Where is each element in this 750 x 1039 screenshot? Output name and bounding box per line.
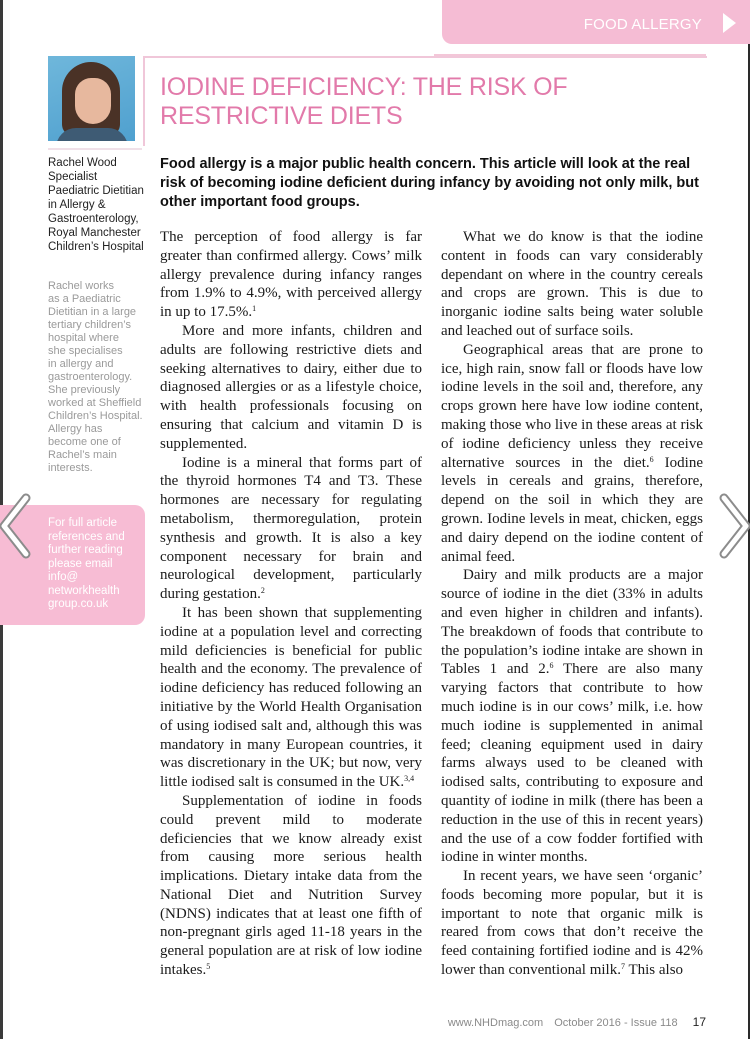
author-role-line: in Allergy & [48,199,106,211]
bio-line: in allergy and [48,358,114,370]
paragraph: More and more infants, children and adults are following restrictive diets and seeking alternatives to dairy, either due to diagnosed allergies or as a lifestyle choice, with health professionals focusing on ensuring that calcium and vitamin D is supplemented. [160,322,422,452]
paragraph: Geographical areas that are prone to ice, high rain, snow fall or floods have low iodine levels in the soil and, therefore, any crops grown here have low iodine content, making those who live in these areas at risk of iodine deficiency unless they receive alternative sources in the diet.$^6$ Iodine levels in cereals and grains, therefore, depend on the soil in which they are grown. Iodine levels in meat, chicken, eggs and dairy depend on the iodine content of animal feed. [441,341,703,565]
chevron-left-icon [0,492,34,562]
paragraph: What we do know is that the iodine content in foods can vary considerably dependant on where in the country cereals and crops are grown. This is due to inorganic iodine salts being water soluble and leached out of surface soils. [441,229,703,339]
footnote-ref: 2 [260,586,265,596]
bio-line: she specialises [48,345,123,357]
bio-line: Rachel’s main [48,449,117,461]
author-role-line: Paediatric Dietitian [48,185,144,197]
article-standfirst: Food allergy is a major public health concern. This article will look at the real risk of becoming iodine deficient during infancy by avoiding not only milk, but other important food groups. [160,156,699,210]
bio-line: She previously [48,384,121,396]
author-role-line: Gastroenterology, [48,213,139,225]
paragraph: Iodine is a mineral that forms part of the thyroid hormones T4 and T3. These hormones are necessary for regulating metabolism, thermoregulation, protein synthesis and growth. It is also a key component necessary for brain and neurological development, particularly during gestation.$^2$ [160,454,422,603]
article-title: IODINE DEFICIENCY: THE RISK OF RESTRICTIVE DIETS [160,73,568,130]
footnote-ref: 7 [620,962,625,972]
chevron-right-icon [716,492,750,562]
page-number: 17 [692,1015,706,1029]
paragraph: The perception of food allergy is far greater than confirmed allergy. Cows’ milk allergy prevalence during infancy ranges from 1.9% to 4.9%, with perceived allergy in up to 17.5%.$^1$ [160,229,422,321]
bio-line: Allergy has [48,423,103,435]
references-email-line[interactable]: info@ [48,571,79,583]
bio-line: Children’s Hospital. [48,410,143,422]
paragraph: Supplementation of iodine in foods could prevent mild to moderate deficiencies that we know already exist from causing more serious health implications. Dietary intake data from the National Diet and Nutrition Survey (NDNS) indicates that at least one fifth of non-pregnant girls aged 11-18 years in the general population are at risk of low iodine intakes.$^5$ [160,792,422,979]
paragraph: It has been shown that supplementing iodine at a population level and correcting mild deficiencies is beneficial for public health and the economy. The prevalence of iodine deficiency has reduced following an initiative by the World Health Organisation of using iodised salt and, although this was mandatory in many European countries, it was discretionary in the UK; but now, very little iodised salt is consumed in the UK.$^{3,4}$ [160,604,422,791]
bio-line: become one of [48,436,121,448]
references-line: please email [48,557,113,570]
footnote-ref: 6 [549,661,554,671]
references-email-line[interactable]: group.co.uk [48,598,109,610]
previous-page-button[interactable] [0,492,34,562]
footnote-ref: 1 [252,304,257,314]
bio-line: hospital where [48,332,119,344]
bio-line: as a Paediatric [48,293,121,305]
bio-line: tertiary children’s [48,319,131,331]
footnote-ref: 5 [206,962,211,972]
bio-line: worked at Sheffield [48,397,142,409]
next-page-button[interactable] [716,492,750,562]
photo-divider [48,148,142,150]
play-arrow-icon [723,13,736,33]
bio-line: Rachel works [48,280,115,292]
author-role-line: Children’s Hospital [48,241,144,253]
bio-line: interests. [48,462,93,474]
references-line: further reading [48,544,123,556]
references-email-line[interactable]: networkhealth [48,584,120,597]
author-credit [48,156,148,254]
page-footer [448,1015,706,1029]
author-photo [48,56,135,141]
footnote-ref: 6 [649,454,654,464]
body-column-1 [160,228,422,980]
paragraph: Dairy and milk products are a major source of iodine in the diet (33% in adults and even higher in children and infants). The breakdown of foods that contribute to the population’s iodine intake are shown in Tables 1 and 2.$^6$ There are also many varying factors that contribute to how much iodine is in our cows’ milk, i.e. how much iodine is supplemented in animal feed; cleaning equipment used in dairy farms always used to be cleaned with iodised salts, contributing to exposure and quantity of iodine in milk (there has been a reduction in the use of this in recent years) and the use of a cow fodder fortified with iodine in winter months. [441,567,703,866]
references-line: For full article [48,517,118,529]
paragraph: In recent years, we have seen ‘organic’ foods becoming more popular, but it is important to note that organic milk is reared from cows that don’t receive the feed containing fortified iodine and is 42% lower than conventional milk.$^7$ This also [441,868,703,979]
bio-line: gastroenterology. [48,371,133,383]
section-label: FOOD ALLERGY [583,16,702,33]
footer-website[interactable]: www.NHDmag.com [447,1017,544,1029]
body-column-2 [441,228,703,980]
references-line: references and [48,530,125,543]
bio-line: Dietitian in a large [48,306,137,318]
author-role-line: Specialist [48,171,98,183]
author-bio [48,280,146,475]
footnote-ref: 3,4 [404,774,415,784]
footer-issue: October 2016 - Issue 118 [554,1017,678,1029]
section-tab[interactable] [442,0,750,44]
author-role-line: Royal Manchester [48,227,141,239]
author-name: Rachel Wood [48,157,117,169]
